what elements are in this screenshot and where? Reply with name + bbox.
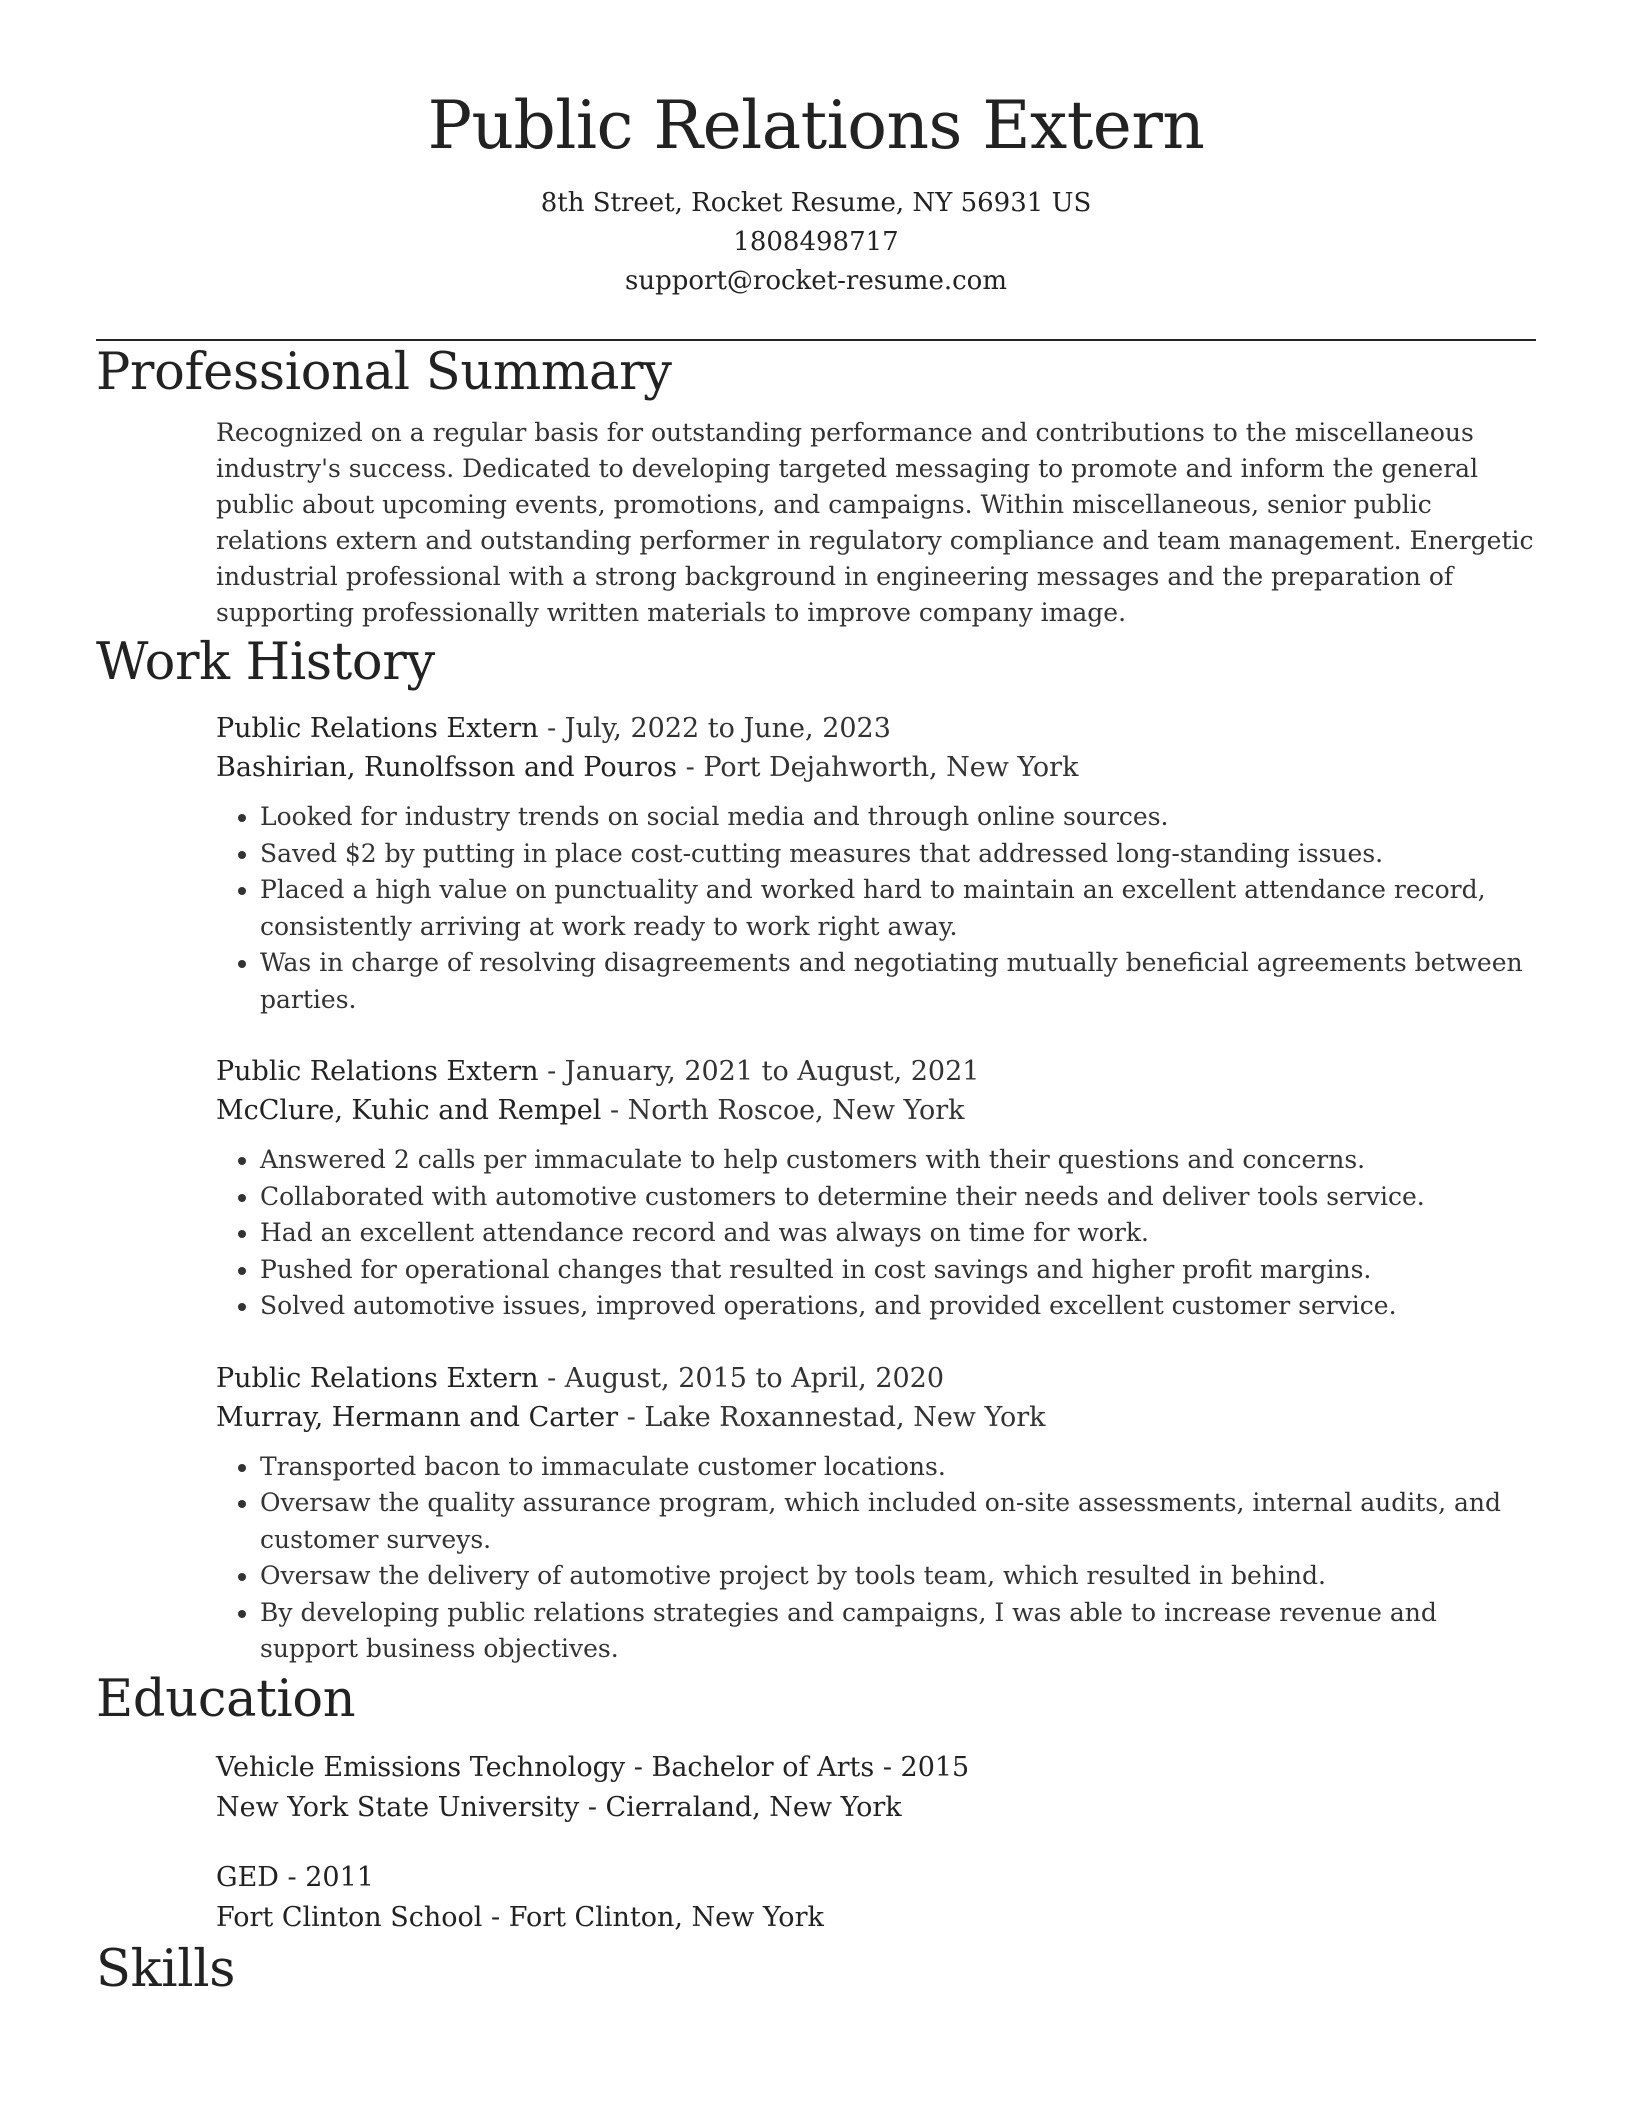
- resume-header: [96, 0, 1536, 301]
- email: support@rocket-resume.com: [624, 266, 1007, 296]
- bullet-item: • Saved $2 by putting in place cost-cutting measures that addressed long-standing issues.: [260, 836, 1536, 873]
- job-title-line: [216, 709, 1536, 748]
- job-company-line: [216, 748, 1536, 787]
- school-name: Fort Clinton School: [216, 1901, 483, 1933]
- job-bullets: [216, 1142, 1536, 1325]
- summary-heading: Professional Summary: [96, 343, 672, 402]
- summary-text: Recognized on a regular basis for outstanding performance and contributions to the miscellaneous industry's success. Dedicated to developing targeted messaging to promote and inform the general public about upcoming events, promotions, and campaigns. Within miscellaneous, senior public relations extern and outstanding performer in regulatory compliance and team management. Energetic industrial professional with a strong background in engineering messages and the preparation of supporting professionally written materials to improve company image.: [216, 418, 1534, 627]
- work-history-heading: Work History: [96, 633, 435, 692]
- separator: -: [579, 1791, 606, 1823]
- degree-line: GED - 2011: [216, 1861, 374, 1893]
- candidate-name: Public Relations Extern: [427, 87, 1205, 164]
- job-title-line: [216, 1359, 1536, 1398]
- school-line: [216, 1898, 1536, 1938]
- job-bullets: [216, 799, 1536, 1018]
- separator: -: [538, 1362, 565, 1394]
- bullet-item: • Was in charge of resolving disagreements and negotiating mutually beneficial agreements between parties.: [260, 945, 1536, 1018]
- job-dates: August, 2015 to April, 2020: [564, 1362, 945, 1394]
- bullet-item: • Placed a high value on punctuality and worked hard to maintain an excellent attendance record, consistently arriving at work ready to work right away.: [260, 872, 1536, 945]
- bullet-item: • Oversaw the quality assurance program, which included on-site assessments, internal audits, and customer surveys.: [260, 1485, 1536, 1558]
- separator: -: [677, 752, 704, 783]
- degree-line: Vehicle Emissions Technology - Bachelor of Arts - 2015: [216, 1751, 970, 1783]
- job-entry: [216, 709, 1536, 1018]
- bullet-item: • Had an excellent attendance record and was always on time for work.: [260, 1215, 1536, 1252]
- job-dates: January, 2021 to August, 2021: [564, 1056, 980, 1087]
- job-title: Public Relations Extern: [216, 1056, 539, 1087]
- job-title: Public Relations Extern: [216, 713, 539, 744]
- school-name: New York State University: [216, 1791, 580, 1823]
- job-entry: [216, 1359, 1536, 1668]
- company-name: Murray, Hermann and Carter: [216, 1401, 619, 1433]
- job-bullets: [216, 1449, 1536, 1668]
- bullet-item: • Solved automotive issues, improved operations, and provided excellent customer service.: [260, 1288, 1536, 1325]
- bullet-item: • Collaborated with automotive customers to determine their needs and deliver tools service.: [260, 1179, 1536, 1216]
- job-company-line: [216, 1091, 1536, 1130]
- school-location: Cierraland, New York: [605, 1791, 902, 1823]
- job-entry: [216, 1052, 1536, 1325]
- education-entry: [216, 1748, 1536, 1828]
- job-title: Public Relations Extern: [216, 1362, 539, 1394]
- contact-info: [96, 184, 1536, 301]
- bullet-item: • Pushed for operational changes that resulted in cost savings and higher profit margins.: [260, 1252, 1536, 1289]
- job-company-line: [216, 1398, 1536, 1437]
- separator: -: [601, 1095, 628, 1126]
- job-location: Port Dejahworth, New York: [703, 752, 1079, 783]
- school-line: [216, 1788, 1536, 1828]
- education-heading: Education: [96, 1669, 356, 1729]
- separator: -: [538, 713, 565, 744]
- separator: -: [618, 1401, 645, 1433]
- phone: 1808498717: [733, 227, 899, 257]
- job-dates: July, 2022 to June, 2023: [564, 713, 891, 744]
- education-entry: [216, 1858, 1536, 1938]
- school-location: Fort Clinton, New York: [508, 1901, 824, 1933]
- company-name: McClure, Kuhic and Rempel: [216, 1095, 602, 1126]
- address: 8th Street, Rocket Resume, NY 56931 US: [540, 188, 1092, 218]
- bullet-item: • Transported bacon to immaculate customer locations.: [260, 1449, 1536, 1486]
- job-location: Lake Roxannestad, New York: [644, 1401, 1046, 1433]
- separator: -: [538, 1056, 565, 1087]
- bullet-item: • Answered 2 calls per immaculate to help customers with their questions and concerns.: [260, 1142, 1536, 1179]
- skills-heading: Skills: [96, 1939, 236, 1999]
- bullet-item: • Looked for industry trends on social media and through online sources.: [260, 799, 1536, 836]
- company-name: Bashirian, Runolfsson and Pouros: [216, 752, 678, 783]
- job-location: North Roscoe, New York: [627, 1095, 965, 1126]
- bullet-item: • By developing public relations strategies and campaigns, I was able to increase revenue and support business objectives.: [260, 1595, 1536, 1668]
- separator: -: [482, 1901, 509, 1933]
- job-title-line: [216, 1052, 1536, 1091]
- bullet-item: • Oversaw the delivery of automotive project by tools team, which resulted in behind.: [260, 1558, 1536, 1595]
